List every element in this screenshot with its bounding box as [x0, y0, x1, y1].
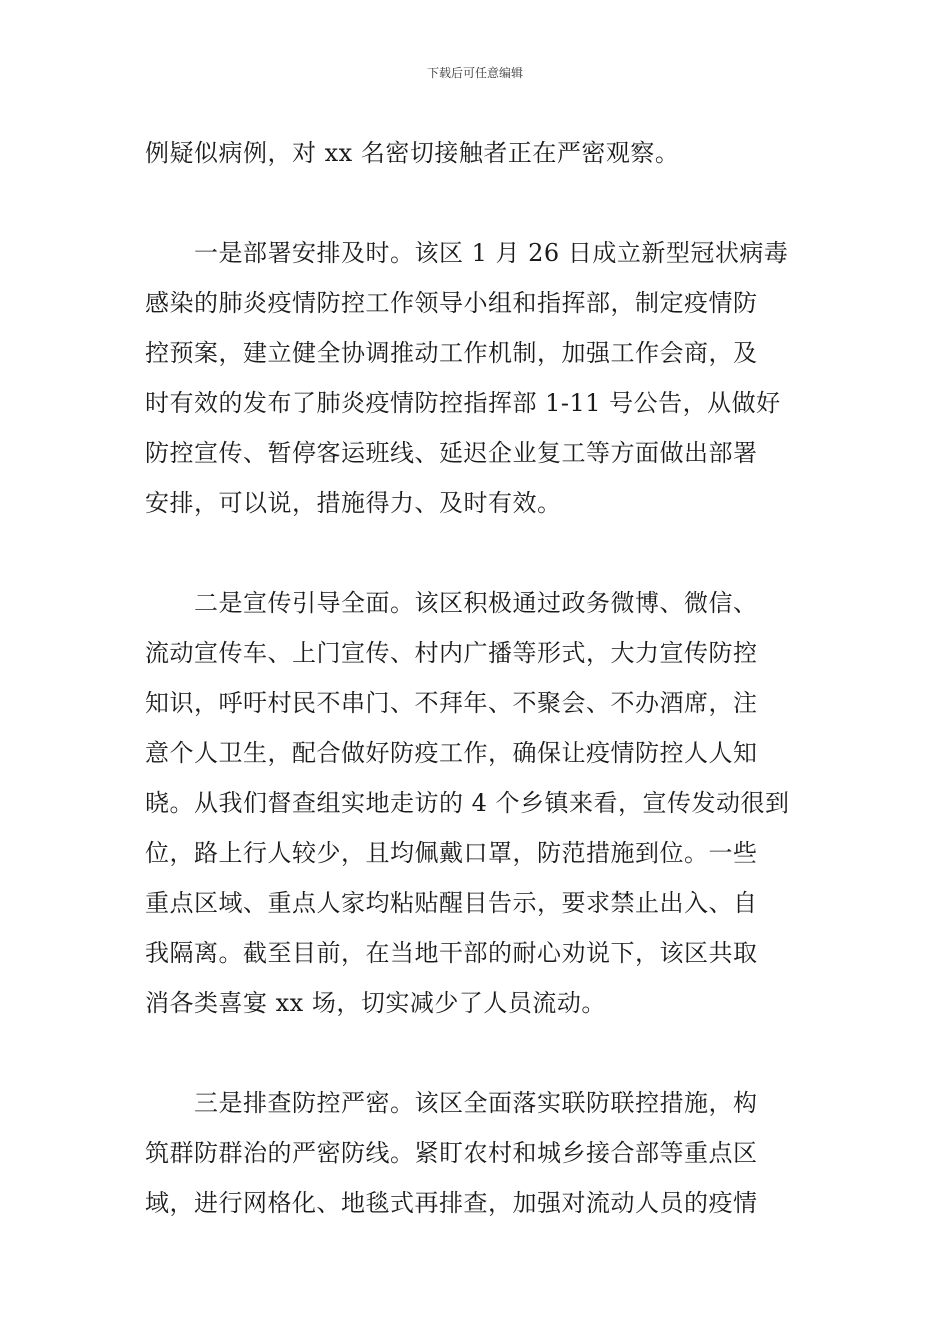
- document-body: [145, 128, 810, 1228]
- paragraph-gap: [145, 1028, 810, 1078]
- paragraph-gap: [145, 528, 810, 578]
- page-header-note: 下载后可任意编辑: [426, 66, 523, 80]
- paragraph-screening: 三是排查防控严密。该区全面落实联防联控措施，构 筑群防群治的严密防线。紧盯农村和城乡接合部等重点区 域，进行网格化、地毯式再排查，加强对流动人员的疫情: [145, 1089, 758, 1217]
- paragraph-continuation: 例疑似病例，对 xx 名密切接触者正在严密观察。: [145, 139, 680, 167]
- paragraph-deployment: 一是部署安排及时。该区 1 月 26 日成立新型冠状病毒 感染的肺炎疫情防控工作领导小组和指挥部，制定疫情防 控预案，建立健全协调推动工作机制，加强工作会商，及 时有效的发布了肺炎疫情防控指挥部 1-11 号公告，从做好 防控宣传、暂停客运班线、延迟企业复工等方面做出部署 安排，可以说，措施得力、及时有效。: [145, 239, 789, 517]
- paragraph-gap: [145, 178, 810, 228]
- paragraph-publicity: 二是宣传引导全面。该区积极通过政务微博、微信、 流动宣传车、上门宣传、村内广播等形式，大力宣传防控 知识，呼吁村民不串门、不拜年、不聚会、不办酒席，注 意个人卫生，配合做好防疫工作，确保让疫情防控人人知 晓。从我们督查组实地走访的 4 个乡镇来看，宣传发动很到 位，路上行人较少，且均佩戴口罩，防范措施到位。一些 重点区域、重点人家均粘贴醒目告示，要求禁止出入、自 我隔离。截至目前，在当地干部的耐心劝说下，该区共取 消各类喜宴 xx 场，切实减少了人员流动。: [145, 589, 790, 1017]
